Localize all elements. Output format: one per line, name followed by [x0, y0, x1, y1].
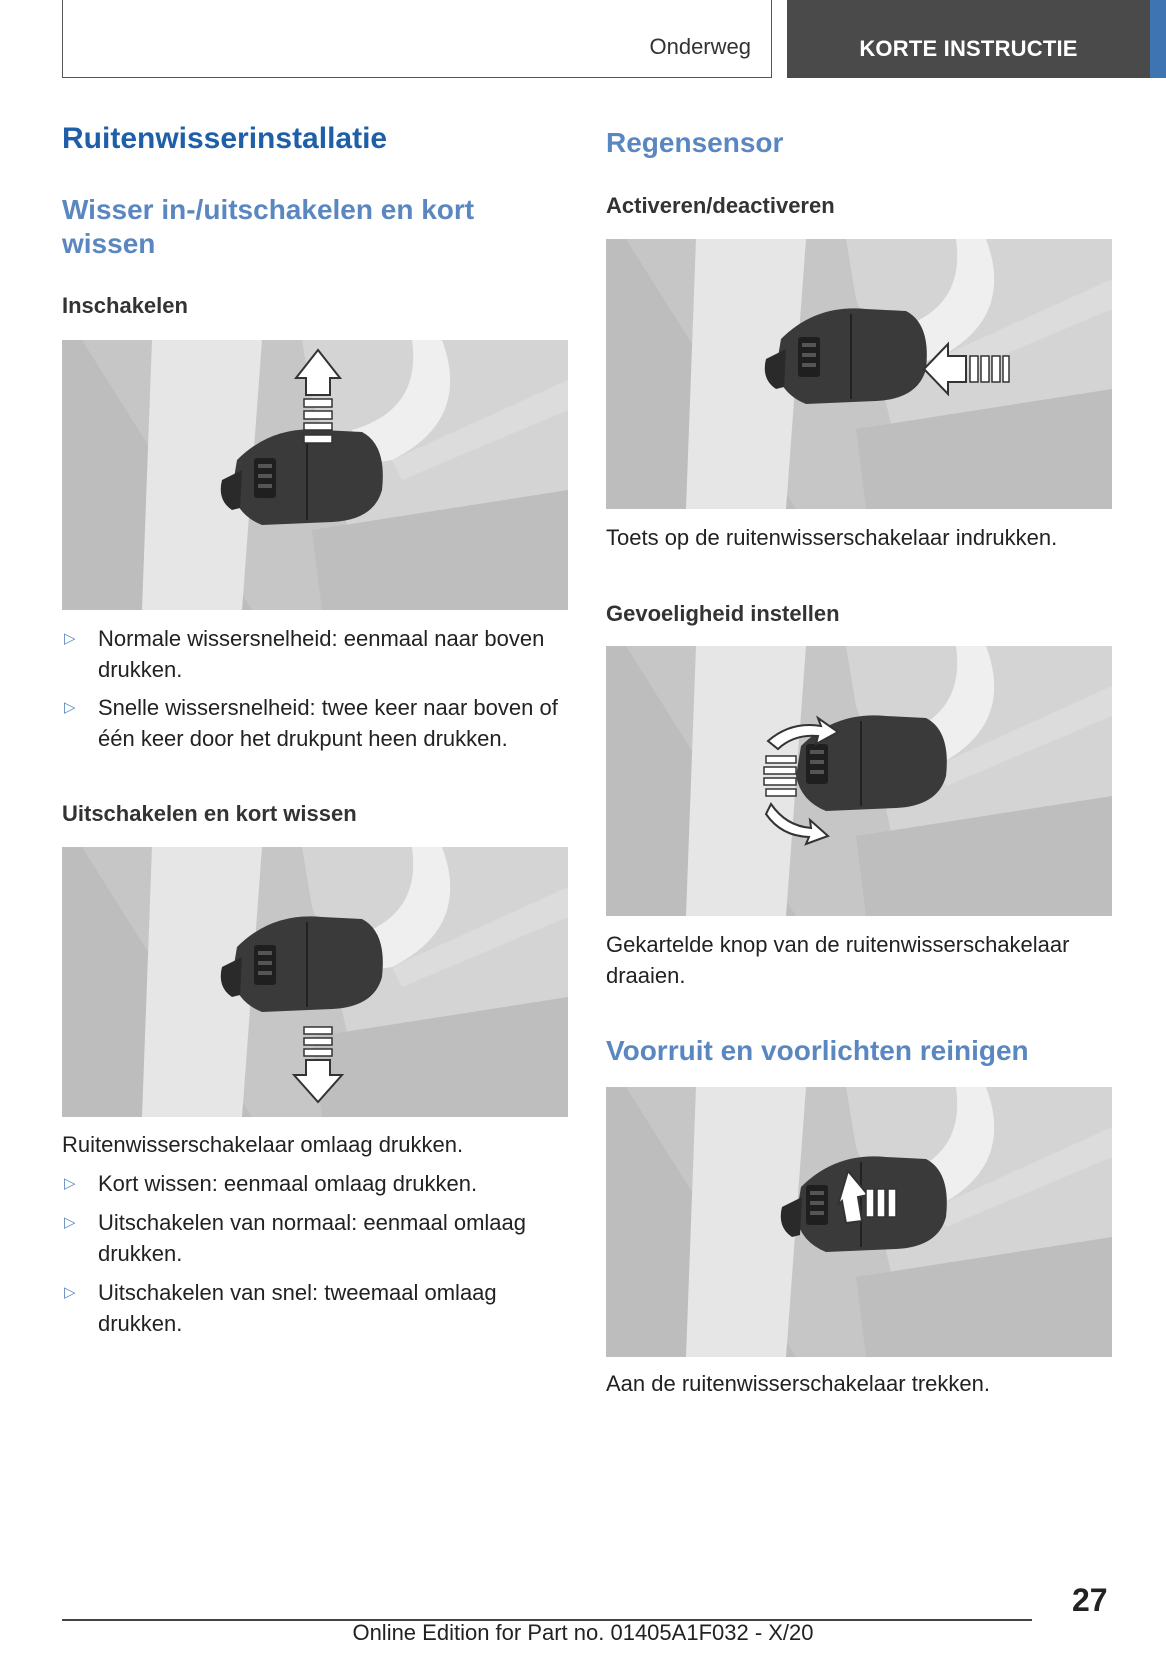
heading-uitschakelen: Uitschakelen en kort wissen: [62, 801, 357, 826]
wiper-push-down-illustration: [62, 847, 568, 1117]
heading-activeren: Activeren/deactiveren: [606, 193, 835, 218]
list-item: ▷ Uitschakelen van snel: tweemaal omlaag drukken.: [62, 1277, 568, 1339]
section-title-wipers: Ruitenwisserinstallatie: [62, 122, 388, 155]
header-accent-strip: [1150, 0, 1166, 78]
list-item: ▷ Snelle wissersnelheid: twee keer naar boven of één keer door het drukpunt heen drukken.: [62, 692, 568, 754]
gevoeligheid-caption: Gekartelde knop van de ruitenwisserschakelaar draaien.: [606, 932, 1070, 988]
header-chapter-tab: [787, 0, 1150, 78]
section-title-cleaning: Voorruit en voorlichten reinigen: [606, 1035, 1029, 1066]
page-number: 27: [1072, 1582, 1108, 1618]
section-title-rain-sensor: Regensensor: [606, 127, 784, 158]
heading-gevoeligheid: Gevoeligheid instellen: [606, 601, 840, 626]
heading-inschakelen: Inschakelen: [62, 293, 188, 318]
bullet-triangle-icon: ▷: [64, 699, 76, 716]
uitschakelen-intro: Ruitenwisserschakelaar omlaag drukken.: [62, 1132, 464, 1157]
wiper-push-up-illustration: [62, 340, 568, 610]
header-chapter-label: KORTE INSTRUCTIE: [859, 36, 1078, 61]
footer-edition: Online Edition for Part no. 01405A1F032 - X/20: [352, 1620, 814, 1645]
wiper-press-button-illustration: [606, 239, 1112, 509]
bullet-triangle-icon: ▷: [64, 1214, 76, 1231]
list-item: ▷ Kort wissen: eenmaal omlaag drukken.: [62, 1168, 568, 1199]
header-section-box: [62, 0, 772, 78]
bullet-triangle-icon: ▷: [64, 1175, 76, 1192]
list-item: ▷ Normale wissersnelheid: eenmaal naar boven drukken.: [62, 623, 568, 685]
list-item: ▷ Uitschakelen van normaal: eenmaal omlaag drukken.: [62, 1207, 568, 1269]
wiper-turn-knob-illustration: [606, 646, 1112, 916]
subtitle-wiper-switch: Wisser in-/uitschakelen en kort wissen: [62, 194, 475, 259]
header-section-label: Onderweg: [649, 34, 751, 59]
bullet-triangle-icon: ▷: [64, 1284, 76, 1301]
activeren-caption: Toets op de ruitenwisserschakelaar indrukken.: [606, 525, 1058, 550]
reinigen-caption: Aan de ruitenwisserschakelaar trekken.: [606, 1371, 990, 1396]
bullet-triangle-icon: ▷: [64, 630, 76, 647]
wiper-pull-illustration: [606, 1087, 1112, 1357]
